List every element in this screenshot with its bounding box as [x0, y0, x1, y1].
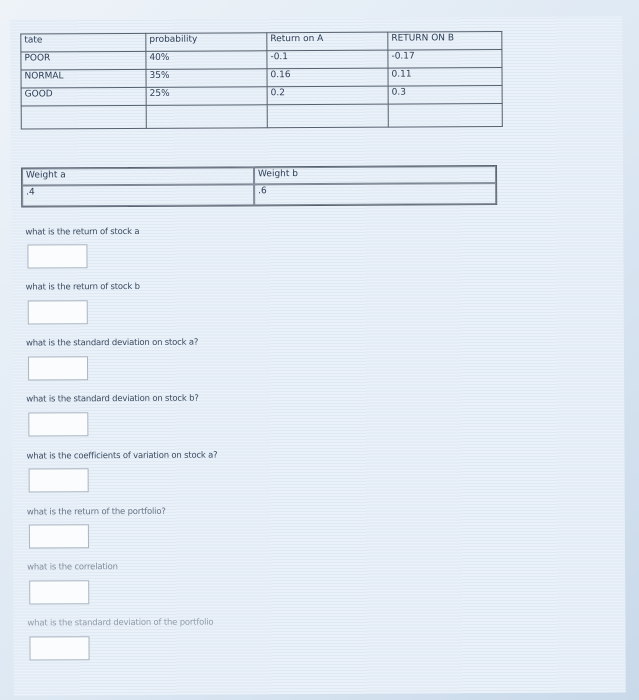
question-return-a: what is the return of stock a: [25, 226, 140, 238]
header-return-b: RETURN ON B: [388, 32, 502, 51]
question-stdev-a: what is the standard deviation on stock a?: [25, 337, 199, 349]
answer-coeff-variation-a-input[interactable]: [29, 468, 89, 492]
state-cell[interactable]: POOR: [21, 51, 146, 70]
header-state: tate: [21, 33, 146, 52]
question-portfolio-return: what is the return of the portfolio?: [26, 506, 166, 518]
header-return-a: Return on A: [267, 32, 388, 51]
empty-cell[interactable]: [21, 105, 146, 129]
return-b-cell[interactable]: -0.17: [388, 50, 502, 69]
return-b-cell[interactable]: 0.11: [388, 68, 502, 87]
weight-a-label: Weight a: [22, 167, 254, 185]
return-a-cell[interactable]: 0.2: [267, 86, 388, 105]
return-b-cell[interactable]: 0.3: [388, 86, 502, 105]
return-a-cell[interactable]: 0.16: [267, 68, 388, 87]
return-a-cell[interactable]: -0.1: [267, 50, 388, 69]
weight-b-label: Weight b: [254, 166, 496, 184]
header-probability: probability: [146, 33, 267, 52]
question-coeff-variation-a: what is the coefficients of variation on stock a?: [26, 450, 218, 462]
answer-return-b-input[interactable]: [28, 300, 88, 324]
question-return-b: what is the return of stock b: [25, 281, 140, 293]
answer-stdev-a-input[interactable]: [28, 356, 88, 380]
answer-return-a-input[interactable]: [27, 244, 87, 268]
state-cell[interactable]: NORMAL: [21, 69, 146, 88]
worksheet: [10, 16, 626, 695]
answer-portfolio-return-input[interactable]: [29, 524, 89, 548]
empty-cell[interactable]: [146, 105, 267, 129]
weights-table: [21, 165, 497, 207]
answer-correlation-input[interactable]: [29, 580, 89, 604]
probability-cell[interactable]: 25%: [146, 87, 267, 106]
question-correlation: what is the correlation: [27, 562, 118, 573]
answer-portfolio-stdev-input[interactable]: [29, 636, 89, 660]
weight-a-value[interactable]: .4: [22, 184, 254, 206]
state-table: [20, 31, 502, 130]
state-cell[interactable]: GOOD: [21, 87, 146, 106]
probability-cell[interactable]: 40%: [146, 51, 267, 70]
empty-cell[interactable]: [267, 104, 388, 128]
probability-cell[interactable]: 35%: [146, 69, 267, 88]
table-row-empty: [21, 104, 502, 130]
question-portfolio-stdev: what is the standard deviation of the portfolio: [27, 617, 214, 629]
answer-stdev-b-input[interactable]: [28, 412, 88, 436]
question-stdev-b: what is the standard deviation on stock b?: [26, 393, 199, 405]
weight-b-value[interactable]: .6: [254, 183, 496, 205]
empty-cell[interactable]: [388, 104, 502, 128]
